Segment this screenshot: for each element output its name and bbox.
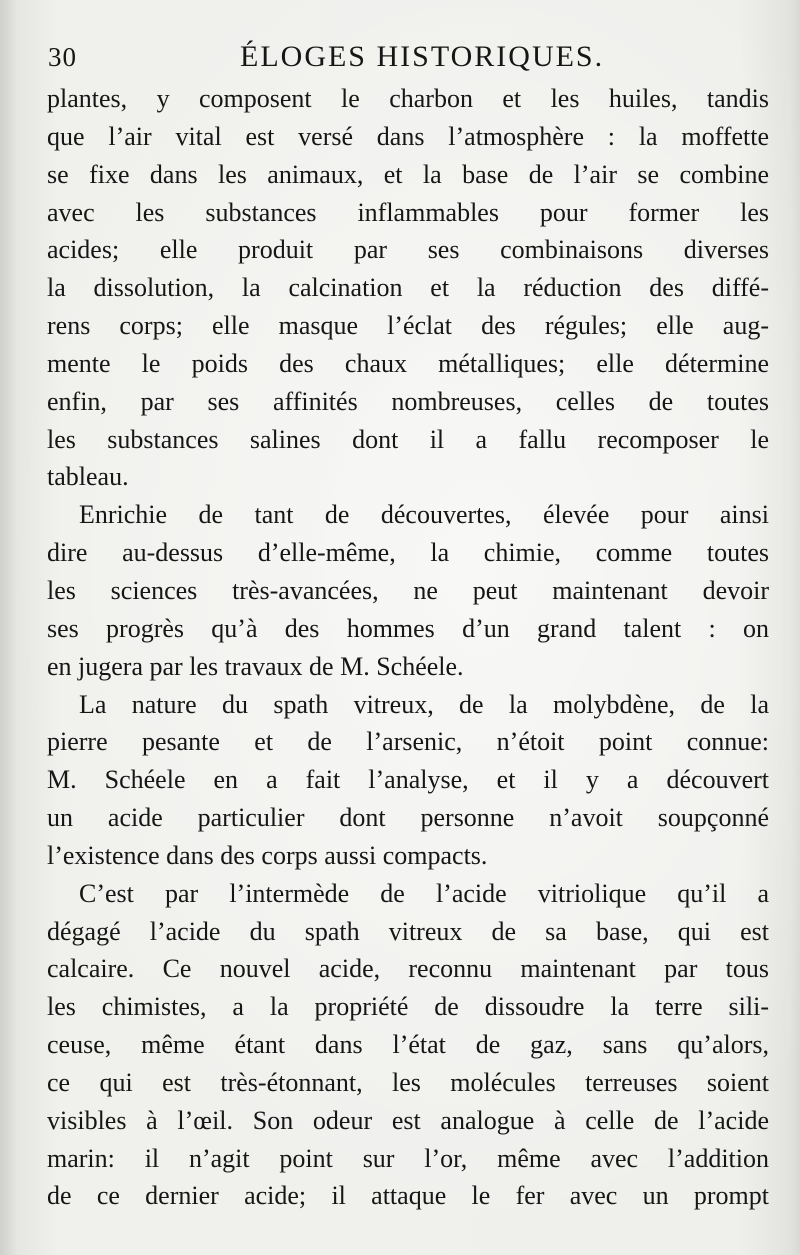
text-line: enfin, par ses affinités nombreuses, celles de toutes	[47, 386, 769, 416]
text-line: un acide particulier dont personne n’avoit soupçonné	[47, 803, 769, 833]
text-line: dire au-dessus d’elle-même, la chimie, comme toutes	[47, 538, 769, 568]
text-line: se fixe dans les animaux, et la base de l’air se combine	[47, 159, 769, 189]
text-line: calcaire. Ce nouvel acide, reconnu maintenant par tous	[47, 954, 769, 984]
text-line: les substances salines dont il a fallu recomposer le	[47, 424, 769, 454]
body-text	[47, 80, 769, 1215]
page-header	[48, 40, 768, 76]
text-line: dégagé l’acide du spath vitreux de sa base, qui est	[47, 916, 769, 946]
text-line: l’existence dans des corps aussi compacts.	[47, 840, 488, 870]
text-line: visibles à l’œil. Son odeur est analogue à celle de l’acide	[47, 1105, 769, 1135]
text-line: ses progrès qu’à des hommes d’un grand talent : on	[47, 613, 769, 643]
text-line: tableau.	[47, 462, 129, 492]
text-line: que l’air vital est versé dans l’atmosphère : la moffette	[47, 121, 769, 151]
page-number: 30	[48, 42, 77, 72]
text-line: pierre pesante et de l’arsenic, n’étoit point connue:	[47, 727, 769, 757]
text-line: les sciences très-avancées, ne peut maintenant devoir	[47, 575, 769, 605]
text-line: de ce dernier acide; il attaque le fer avec un prompt	[47, 1181, 769, 1211]
text-line: ce qui est très-étonnant, les molécules terreuses soient	[47, 1067, 769, 1097]
text-line: les chimistes, a la propriété de dissoudre la terre sili-	[47, 992, 769, 1022]
text-line: rens corps; elle masque l’éclat des régules; elle aug-	[47, 311, 769, 341]
text-line: M. Schéele en a fait l’analyse, et il y a découvert	[47, 765, 769, 795]
text-line: la dissolution, la calcination et la réduction des diffé-	[47, 273, 769, 303]
text-line: avec les substances inflammables pour former les	[47, 197, 769, 227]
text-line: mente le poids des chaux métalliques; elle détermine	[47, 348, 769, 378]
text-line: C’est par l’intermède de l’acide vitriolique qu’il a	[79, 878, 769, 908]
text-line: La nature du spath vitreux, de la molybdène, de la	[79, 689, 769, 719]
text-line: Enrichie de tant de découvertes, élevée pour ainsi	[79, 500, 769, 530]
text-line: en jugera par les travaux de M. Schéele.	[47, 651, 464, 681]
text-line: marin: il n’agit point sur l’or, même avec l’addition	[47, 1143, 769, 1173]
text-line: ceuse, même étant dans l’état de gaz, sans qu’alors,	[47, 1030, 769, 1060]
text-line: plantes, y composent le charbon et les huiles, tandis	[47, 84, 769, 113]
running-title: ÉLOGES HISTORIQUES.	[240, 40, 605, 73]
text-line: acides; elle produit par ses combinaisons diverses	[47, 235, 769, 265]
